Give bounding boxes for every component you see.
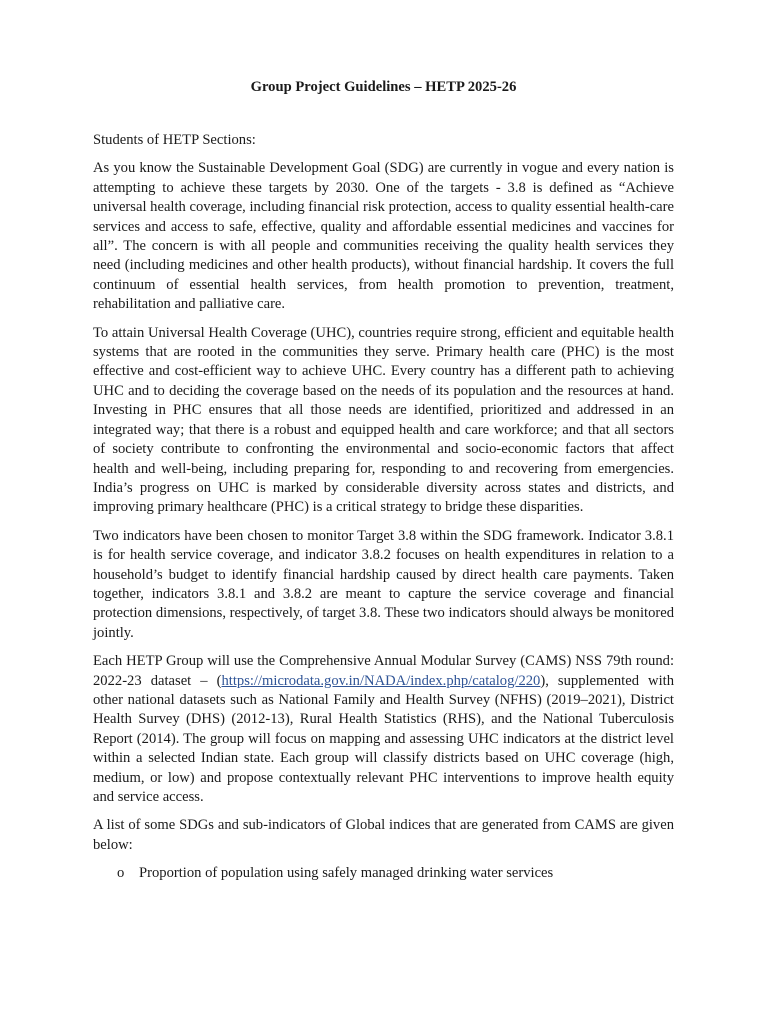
cams-dataset-link[interactable]: https://microdata.gov.in/NADA/index.php/catalog/220 (221, 672, 541, 689)
list-item-text: Proportion of population using safely managed drinking water services (139, 865, 554, 882)
paragraph-datasets-text-end: ), supplemented with other national datasets such as National Family and Health Survey (NFHS) (2019–2021), District Health Survey (DHS) (2012-13), Rural Health Statistics (RHS), and the National Tuberculosis Report (2014). The group will focus on mapping and assessing UHC indicators at the district level within a selected Indian state. Each group will classify districts based on UHC coverage (high, medium, or low) and propose contextually relevant PHC interventions to improve health equity and service access. (93, 672, 674, 805)
document-title: Group Project Guidelines – HETP 2025-26 (250, 79, 517, 95)
paragraph-sdg-list-intro: A list of some SDGs and sub-indicators of Global indices that are generated from CAMS are given below: (93, 817, 674, 853)
list-item (93, 864, 674, 883)
paragraph-indicators: Two indicators have been chosen to monitor Target 3.8 within the SDG framework. Indicator 3.8.1 is for health service coverage, and indicator 3.8.2 focuses on health expenditures in relation to a household’s budget to identify financial hardship caused by direct health care payments. Taken together, indicators 3.8.1 and 3.8.2 are meant to capture the service coverage and financial protection dimensions, respectively, of target 3.8. These two indicators should always be monitored jointly. (93, 527, 674, 641)
sdg-indicator-list (93, 864, 674, 883)
paragraph-sdg-intro: As you know the Sustainable Development Goal (SDG) are currently in vogue and every nation is attempting to achieve these targets by 2030. One of the targets - 3.8 is defined as “Achieve universal health coverage, including financial risk protection, access to quality essential health-care services and access to safe, effective, quality and affordable essential medicines and vaccines for all”. The concern is with all people and communities receiving the quality health services they need (including medicines and other health products), without financial hardship. It covers the full continuum of essential health services, from health promotion to prevention, treatment, rehabilitation and palliative care. (93, 160, 674, 313)
paragraph-uhc-phc: To attain Universal Health Coverage (UHC), countries require strong, efficient and equitable health systems that are rooted in the communities they serve. Primary health care (PHC) is the most effective and cost-efficient way to achieve UHC. Every country has a different path to achieving UHC and to deciding the coverage based on the needs of its population and the resources at hand. Investing in PHC ensures that all those needs are identified, prioritized and addressed in an integrated way; that there is a robust and equipped health and care workforce; and that all sectors of society contribute to confronting the environmental and socio-economic factors that affect health and well-being, including preparing for, responding to and recovering from emergencies. India’s progress on UHC is marked by considerable diversity across states and districts, and improving primary healthcare (PHC) is a critical strategy to bridge these disparities. (93, 324, 674, 516)
paragraph-datasets (93, 652, 674, 807)
bullet-marker: o (117, 865, 125, 882)
salutation: Students of HETP Sections: (93, 132, 256, 148)
paragraph-datasets-text-start: Each HETP Group will use the Comprehensive Annual Modular Survey (CAMS) NSS 79th round: 2022-23 dataset – ( (93, 653, 674, 689)
document-page (93, 78, 674, 884)
